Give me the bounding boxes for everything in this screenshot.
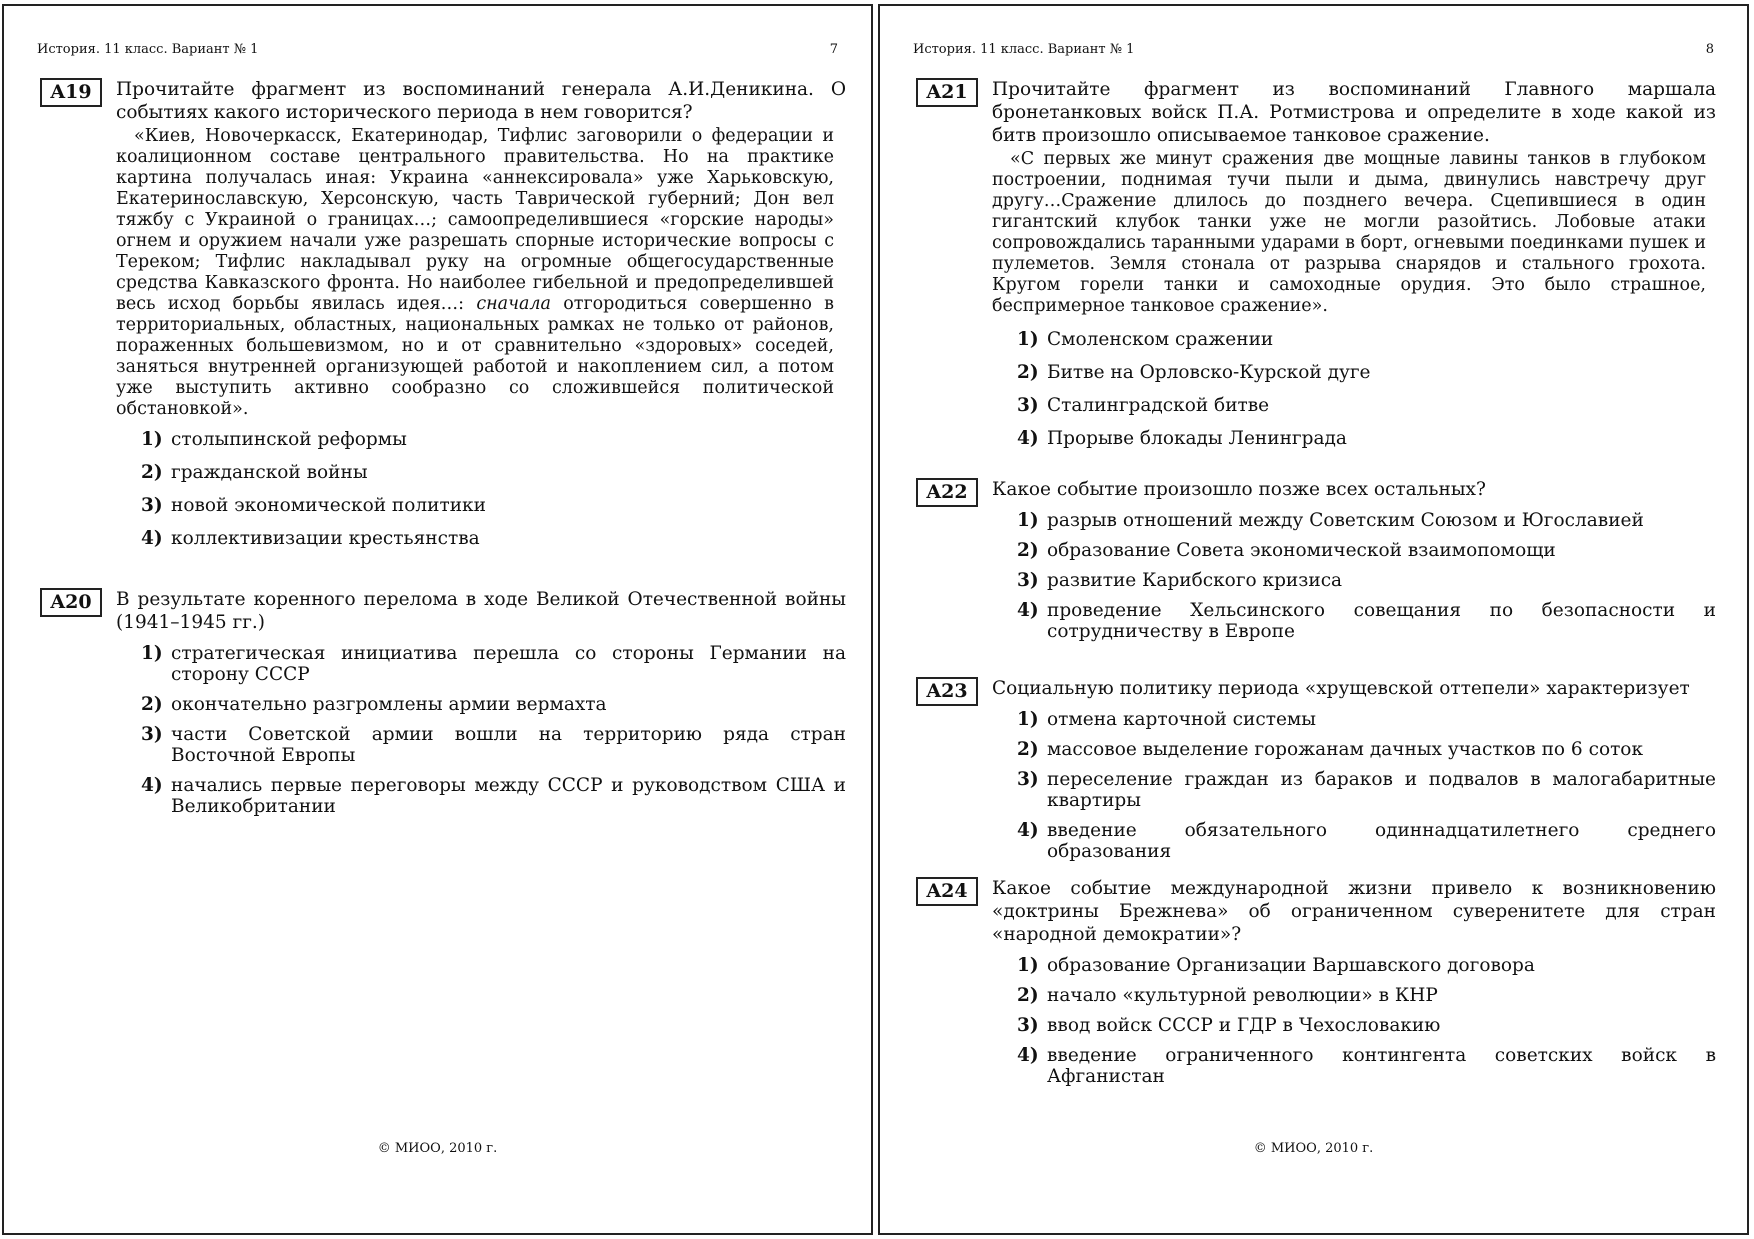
question-a22 bbox=[916, 478, 1716, 642]
answer-option[interactable]: 4) введение ограниченного контингента советских войск в Афганистан bbox=[1017, 1045, 1716, 1087]
answer-option[interactable]: 3) переселение граждан из бараков и подвалов в малогабаритные квартиры bbox=[1017, 769, 1716, 811]
page-footer: © МИОО, 2010 г. bbox=[377, 1141, 498, 1156]
question-text: Социальную политику периода «хрущевской оттепели» характеризует bbox=[992, 678, 1690, 699]
answer-option[interactable]: 3) части Советской армии вошли на территорию ряда стран Восточной Европы bbox=[141, 724, 846, 766]
answer-option[interactable]: 1) стратегическая инициатива перешла со стороны Германии на сторону СССР bbox=[141, 643, 846, 685]
answer-option[interactable]: 2) начало «культурной революции» в КНР bbox=[1017, 985, 1438, 1006]
question-a23 bbox=[916, 677, 1716, 862]
answer-option[interactable]: 1) отмена карточной системы bbox=[1017, 709, 1317, 730]
question-a21 bbox=[916, 78, 1716, 449]
header-title: История. 11 класс. Вариант № 1 bbox=[37, 42, 259, 57]
answer-option[interactable]: 4) введение обязательного одиннадцатилетнего среднего образования bbox=[1017, 820, 1716, 862]
answer-option[interactable]: 1) образование Организации Варшавского договора bbox=[1017, 955, 1535, 976]
answer-option[interactable]: 2) массовое выделение горожанам дачных участков по 6 соток bbox=[1017, 739, 1644, 760]
question-number: A21 bbox=[916, 78, 978, 107]
question-a19 bbox=[40, 78, 846, 549]
answer-option[interactable]: 2) Битве на Орловско-Курской дуге bbox=[1017, 362, 1371, 383]
quote-text: «Киев, Новочеркасск, Екатеринодар, Тифлис заговорили о федерации и коалиционном составе центрального правительства. Но на практике картина получалась иная: Украина «аннексировала» уже Харьковскую, Екатеринославскую, Херсонскую, часть Таврической губерний; Дон вел тяжбу с Украиной о границах…; самоопределившиеся «горские народы» огнем и оружием начали уже разрешать спорные исторические вопросы с Тереком; Тифлис накладывал руку на огромные общегосударственные средства Кавказского фронта. Но наиболее гибельной и предопределившей весь исход борьбы явилась идея…: сначала отгородиться совершенно в территориальных, областных, национальных рамках не только от районов, пораженных большевизмом, но и от сравнительно «здоровых» соседей, заняться внутренней организующей работой и накоплением сил, а потом уже выступить активно сообразно со сложившейся политической обстановкой». bbox=[116, 126, 834, 419]
question-text: В результате коренного перелома в ходе Великой Отечественной войны (1941–1945 гг.) bbox=[116, 589, 846, 633]
answer-option[interactable]: 4) Прорыве блокады Ленинграда bbox=[1017, 428, 1347, 449]
question-number: A22 bbox=[916, 478, 978, 507]
quote-text: «С первых же минут сражения две мощные лавины танков в глубоком построении, поднимая тучи пыли и дыма, двинулись навстречу друг другу…Сражение длилось до позднего вечера. Сцепившиеся в один гигантский клубок танки уже не могли разойтись. Лобовые атаки сопровождались таранными ударами в борт, огневыми поединками пушек и пулеметов. Земля стонала от разрыва снарядов и стального грохота. Кругом горели танки и самоходные орудия. Это было страшное, беспримерное танковое сражение». bbox=[992, 149, 1706, 316]
answer-option[interactable]: 2) образование Совета экономической взаимопомощи bbox=[1017, 540, 1556, 561]
answer-option[interactable]: 4) начались первые переговоры между СССР и руководством США и Великобритании bbox=[141, 775, 846, 817]
page-footer: © МИОО, 2010 г. bbox=[1253, 1141, 1374, 1156]
answer-option[interactable]: 1) Смоленском сражении bbox=[1017, 329, 1274, 350]
right-page bbox=[878, 4, 1749, 1235]
page-number: 8 bbox=[1705, 42, 1714, 57]
answer-option[interactable]: 1) разрыв отношений между Советским Союзом и Югославией bbox=[1017, 510, 1644, 531]
question-number: A24 bbox=[916, 877, 978, 906]
answer-option[interactable]: 2) окончательно разгромлены армии вермахта bbox=[141, 694, 607, 715]
question-text: Какое событие международной жизни привело к возникновению «доктрины Брежнева» об ограниченном суверенитете для стран «народной демократии»? bbox=[992, 878, 1716, 945]
question-text: Какое событие произошло позже всех остальных? bbox=[992, 479, 1486, 500]
answer-option[interactable]: 3) развитие Карибского кризиса bbox=[1017, 570, 1343, 591]
header-title: История. 11 класс. Вариант № 1 bbox=[913, 42, 1135, 57]
question-a24 bbox=[916, 877, 1716, 1087]
page-header bbox=[37, 42, 838, 62]
question-number: A23 bbox=[916, 677, 978, 706]
answer-option[interactable]: 3) Сталинградской битве bbox=[1017, 395, 1270, 416]
question-text: Прочитайте фрагмент из воспоминаний генерала А.И.Деникина. О событиях какого исторического периода в нем говорится? bbox=[116, 79, 846, 123]
question-number: A20 bbox=[40, 588, 102, 617]
question-a20 bbox=[40, 588, 846, 817]
answer-option[interactable]: 2) гражданской войны bbox=[141, 462, 368, 483]
answer-option[interactable]: 3) ввод войск СССР и ГДР в Чехословакию bbox=[1017, 1015, 1441, 1036]
answer-option[interactable]: 3) новой экономической политики bbox=[141, 495, 486, 516]
answer-option[interactable]: 4) проведение Хельсинского совещания по безопасности и сотрудничеству в Европе bbox=[1017, 600, 1716, 642]
page-number: 7 bbox=[829, 42, 838, 57]
left-page bbox=[2, 4, 873, 1235]
question-number: A19 bbox=[40, 78, 102, 107]
page-header bbox=[913, 42, 1714, 62]
answer-option[interactable]: 4) коллективизации крестьянства bbox=[141, 528, 480, 549]
answer-option[interactable]: 1) столыпинской реформы bbox=[141, 429, 407, 450]
question-text: Прочитайте фрагмент из воспоминаний Главного маршала бронетанковых войск П.А. Ротмистрова и определите в ходе какой из битв произошло описываемое танковое сражение. bbox=[992, 79, 1716, 146]
